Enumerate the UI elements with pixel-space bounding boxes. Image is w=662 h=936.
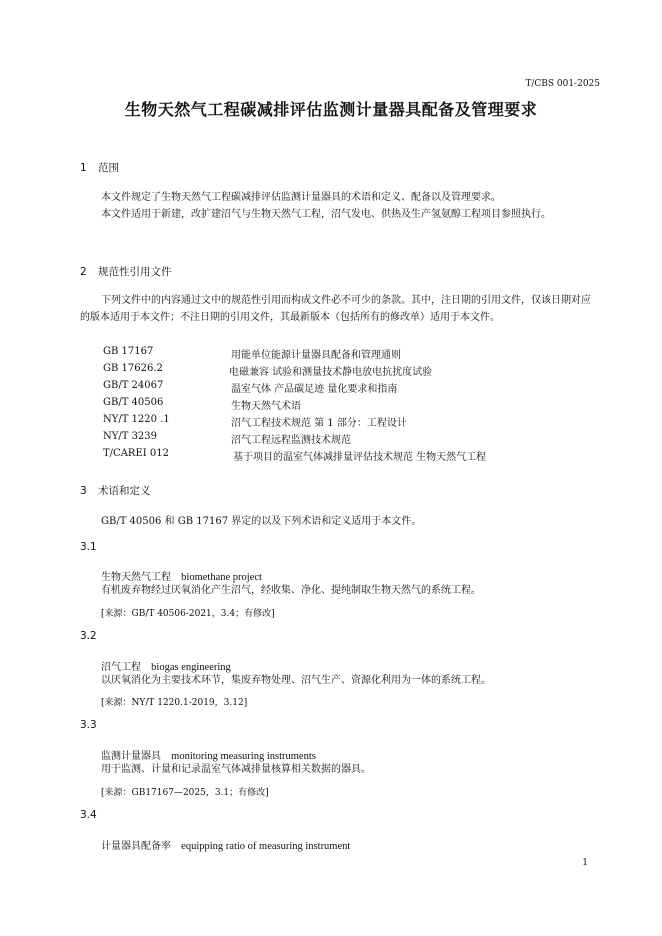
section-1-heading <box>80 160 119 175</box>
paragraph: 本文件适用于新建，改扩建沼气与生物天然气工程，沼气发电、供热及生产氢氨醇工程项目参照执行。 <box>101 209 551 220</box>
term-chinese: 监测计量器具 <box>101 751 161 762</box>
term-chinese: 沼气工程 <box>101 662 141 673</box>
term-source: [来源：GB17167—2025，3.1；有修改] <box>101 788 269 798</box>
reference-code: NY/T 3239 <box>103 431 158 442</box>
section-title: 规范性引用文件 <box>98 266 172 278</box>
term-number: 3.2 <box>80 630 97 642</box>
section-number: 2 <box>80 266 87 278</box>
term-number: 3.3 <box>80 719 97 731</box>
document-number: T/CBS 001-2025 <box>525 79 600 89</box>
section-2-heading <box>80 264 172 279</box>
term-number: 3.4 <box>80 809 97 821</box>
reference-code: NY/T 1220 .1 <box>103 414 170 425</box>
reference-code: GB/T 40506 <box>103 397 164 408</box>
reference-name: 电磁兼容 试验和测量技术静电放电抗扰度试验 <box>229 367 433 378</box>
paragraph: GB/T 40506 和 GB 17167 界定的以及下列术语和定义适用于本文件。 <box>101 516 422 527</box>
term-definition: 有机废弃物经过厌氧消化产生沼气，经收集、净化、提纯制取生物天然气的系统工程。 <box>101 585 481 596</box>
reference-code: T/CAREI 012 <box>103 448 169 459</box>
section-number: 3 <box>80 485 87 497</box>
term-number: 3.1 <box>80 541 97 553</box>
reference-name: 沼气工程技术规范 第 1 部分：工程设计 <box>231 418 407 429</box>
paragraph: 本文件规定了生物天然气工程碳减排评估监测计量器具的术语和定义、配备以及管理要求。 <box>101 192 501 203</box>
term-english: equipping ratio of measuring instrument <box>181 841 351 852</box>
term-source: [来源：NY/T 1220.1-2019，3.12] <box>101 698 248 708</box>
term-heading <box>101 834 350 853</box>
reference-code: GB 17626.2 <box>103 363 163 374</box>
reference-name: 温室气体 产品碳足迹 量化要求和指南 <box>231 384 398 395</box>
reference-name: 生物天然气术语 <box>231 401 301 412</box>
section-title: 术语和定义 <box>98 485 151 497</box>
reference-name: 基于项目的温室气体减排量评估技术规范 生物天然气工程 <box>233 452 487 463</box>
term-english: biogas engineering <box>151 662 231 673</box>
document-title: 生物天然气工程碳减排评估监测计量器具配备及管理要求 <box>124 100 538 119</box>
term-definition: 用于监测、计量和记录温室气体减排量核算相关数据的器具。 <box>101 764 371 775</box>
reference-name: 用能单位能源计量器具配备和管理通则 <box>231 350 401 361</box>
term-english: monitoring measuring instruments <box>171 751 316 762</box>
page-number: 1 <box>582 858 588 868</box>
section-number: 1 <box>80 162 87 174</box>
term-source: [来源：GB/T 40506-2021，3.4；有修改] <box>101 609 275 619</box>
reference-code: GB 17167 <box>103 346 154 357</box>
term-definition: 以厌氧消化为主要技术环节，集废弃物处理、沼气生产、资源化利用为一体的系统工程。 <box>101 675 491 686</box>
term-chinese: 生物天然气工程 <box>101 572 171 583</box>
paragraph: 下列文件中的内容通过文中的规范性引用而构成文件必不可少的条款。其中，注日期的引用文件，仅该日期对应的版本适用于本文件；不注日期的引用文件，其最新版本（包括所有的修改单）适用于本文件。 <box>80 295 591 323</box>
term-chinese: 计量器具配备率 <box>101 841 171 852</box>
section-3-heading <box>80 483 151 498</box>
reference-code: GB/T 24067 <box>103 380 164 391</box>
term-english: biomethane project <box>181 572 262 583</box>
reference-name: 沼气工程远程监测技术规范 <box>231 435 351 446</box>
section-title: 范围 <box>98 162 119 174</box>
